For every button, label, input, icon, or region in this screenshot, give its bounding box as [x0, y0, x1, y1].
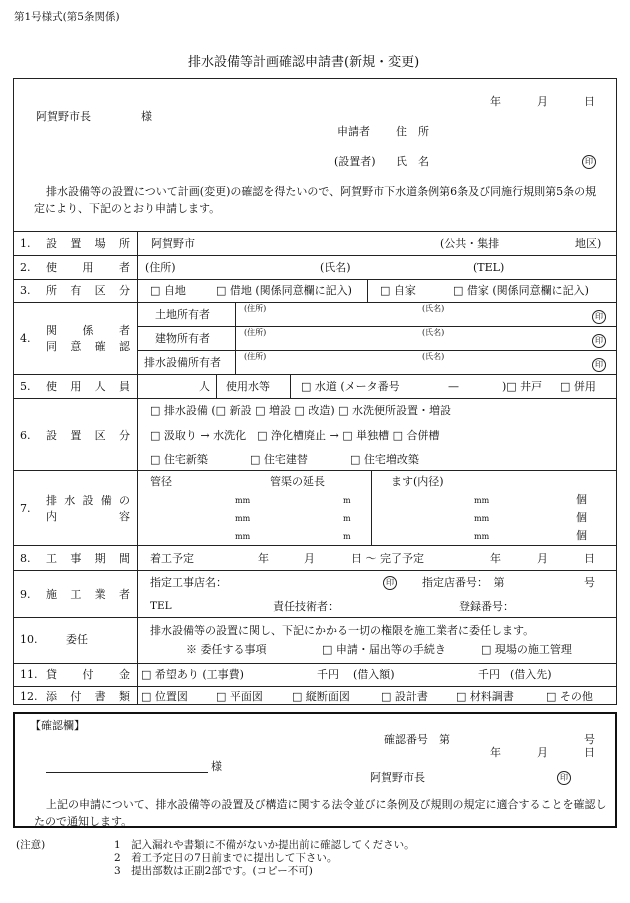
- drain-owner-label: 排水設備所有者: [144, 356, 221, 369]
- end-month: 月: [537, 552, 548, 565]
- installer-label: (設置者): [334, 155, 376, 168]
- notes-label: (注意): [16, 839, 46, 851]
- attach-other[interactable]: □ その他: [546, 690, 593, 703]
- row4-label-1: 関係者: [46, 324, 130, 337]
- row3-number: 3.: [20, 284, 31, 297]
- install-new-house[interactable]: □ 住宅新築: [150, 453, 208, 466]
- date-year: 年: [490, 95, 501, 108]
- unit-m: m: [343, 514, 351, 523]
- start-month: 月: [304, 552, 315, 565]
- row6-number: 6.: [20, 429, 31, 442]
- row9-label: 施工業者: [46, 588, 130, 601]
- start-year: 年: [258, 552, 269, 565]
- attach-design-doc[interactable]: □ 設計書: [381, 690, 428, 703]
- note-1: 1 記入漏れや書類に不備がないか提出前に確認してください。: [114, 839, 415, 851]
- unit-mm: mm: [474, 532, 490, 541]
- row4-number: 4.: [20, 332, 31, 345]
- recipient-sama: 様: [211, 760, 222, 773]
- loan-amount-label: (借入額): [353, 668, 395, 681]
- unit-mm: mm: [474, 514, 490, 523]
- contractor-seal: 印: [383, 576, 397, 590]
- well-option[interactable]: )□ 井戸: [502, 380, 543, 393]
- user-tel[interactable]: (TEL): [473, 261, 505, 274]
- ownership-own-house[interactable]: □ 自家: [380, 284, 416, 297]
- row7-number: 7.: [20, 502, 31, 515]
- install-rebuild-house[interactable]: □ 住宅建替: [250, 453, 308, 466]
- row11-label: 貸付金: [46, 668, 130, 681]
- install-type-line1[interactable]: □ 排水設備 (□ 新設 □ 増設 □ 改造) □ 水洗便所設置・増設: [150, 404, 452, 417]
- loan-desired-option[interactable]: □ 希望あり (工事費): [141, 668, 244, 681]
- unit-mm: mm: [235, 514, 251, 523]
- delegate-site-management[interactable]: □ 現場の施工管理: [481, 643, 572, 656]
- row7-label-1: 排水設備の: [46, 494, 130, 507]
- designated-number-go: 号: [584, 576, 595, 589]
- application-body: 排水設備等の設置について計画(変更)の確認を得たいので、阿賀野市下水道条例第6条及び同施行規則第5条の規定により、下記のとおり申請します。: [34, 185, 597, 215]
- confirmation-number-label: 確認番号 第: [384, 733, 450, 746]
- confirm-month: 月: [537, 746, 548, 759]
- site-location-value: 阿賀野市: [151, 237, 195, 250]
- unit-mm: mm: [235, 532, 251, 541]
- confirmation-body: 上記の申請について、排水設備等の設置及び構造に関する法令並びに条例及び規則の規定に適合することを確認したので通知します。: [34, 798, 607, 828]
- install-extend-house[interactable]: □ 住宅増改築: [350, 453, 419, 466]
- delegation-text: 排水設備等の設置に関し、下記にかかる一切の権限を施工業者に委任します。: [150, 624, 535, 637]
- row5-number: 5.: [20, 380, 31, 393]
- unit-mm: mm: [474, 496, 490, 505]
- drain-owner-address[interactable]: (住所): [244, 352, 267, 361]
- start-day-and-end-label: 日 〜 完了予定: [351, 552, 424, 565]
- ownership-own-land[interactable]: □ 自地: [150, 284, 186, 297]
- lender-label: (借入先): [510, 668, 552, 681]
- confirm-mayor: 阿賀野市長: [370, 771, 425, 784]
- water-supply-option[interactable]: □ 水道 (メータ番号: [301, 380, 400, 393]
- row4-label-2: 同意確認: [46, 340, 130, 353]
- confirm-day: 日: [584, 746, 595, 759]
- end-day: 日: [584, 552, 595, 565]
- row8-number: 8.: [20, 552, 31, 565]
- name-label: 氏 名: [396, 155, 429, 168]
- row10-number: 10.: [20, 633, 38, 646]
- site-type: (公共・集排: [440, 237, 500, 250]
- loan-unit-1: 千円: [317, 668, 339, 681]
- loan-unit-2: 千円: [478, 668, 500, 681]
- recipient-line: [46, 772, 208, 773]
- row3-label: 所有区分: [46, 284, 130, 297]
- confirm-year: 年: [490, 746, 501, 759]
- addressee: 阿賀野市長: [36, 110, 91, 123]
- drain-owner-seal: 印: [592, 358, 606, 372]
- attach-location-map[interactable]: □ 位置図: [141, 690, 188, 703]
- end-year: 年: [490, 552, 501, 565]
- row2-number: 2.: [20, 261, 31, 274]
- building-owner-address[interactable]: (住所): [244, 328, 267, 337]
- building-owner-seal: 印: [592, 334, 606, 348]
- row11-number: 11.: [20, 668, 38, 681]
- basin-header: ます(内径): [391, 475, 444, 488]
- attach-profile[interactable]: □ 縦断面図: [292, 690, 350, 703]
- row10-label: 委任: [66, 633, 88, 646]
- row12-number: 12.: [20, 690, 38, 703]
- install-type-line2[interactable]: □ 汲取り → 水洗化 □ 浄化槽廃止 → □ 単独槽 □ 合併槽: [150, 429, 440, 442]
- address-label: 住 所: [396, 125, 429, 138]
- note-3: 3 提出部数は正副2部です。(コピー不可): [114, 865, 313, 877]
- row6-label: 設置区分: [46, 429, 130, 442]
- pipe-diameter-header: 管径: [150, 475, 172, 488]
- addressee-sama: 様: [141, 110, 152, 123]
- confirmation-number-go: 号: [584, 733, 595, 746]
- land-owner-address[interactable]: (住所): [244, 304, 267, 313]
- land-owner-label: 土地所有者: [155, 308, 210, 321]
- designated-number-label: 指定店番号： 第: [422, 576, 505, 589]
- row5-label: 使用人員: [46, 380, 130, 393]
- delegate-procedures[interactable]: □ 申請・届出等の手続き: [322, 643, 446, 656]
- confirm-seal: 印: [557, 771, 571, 785]
- ownership-leased-land[interactable]: □ 借地 (関係同意欄に記入): [216, 284, 352, 297]
- attach-floor-plan[interactable]: □ 平面図: [216, 690, 263, 703]
- row2-label: 使用者: [46, 261, 130, 274]
- ownership-rented-house[interactable]: □ 借家 (関係同意欄に記入): [453, 284, 589, 297]
- row9-number: 9.: [20, 588, 31, 601]
- date-month: 月: [537, 95, 548, 108]
- row7-label-2: 内容: [46, 510, 130, 523]
- page-title: 排水設備等計画確認申請書(新規・変更): [188, 55, 420, 70]
- drain-owner-name[interactable]: (氏名): [422, 352, 445, 361]
- row1-number: 1.: [20, 237, 31, 250]
- date-day: 日: [584, 95, 595, 108]
- unit-pieces: 個: [576, 493, 587, 506]
- land-owner-seal: 印: [592, 310, 606, 324]
- note-2: 2 着工予定日の7日前までに提出して下さい。: [114, 852, 338, 864]
- delegation-items-label: ※ 委任する事項: [186, 643, 267, 656]
- persons-unit: 人: [199, 380, 210, 393]
- row1-label: 設置場所: [46, 237, 130, 250]
- row8-label: 工事期間: [46, 552, 130, 565]
- row12-label: 添付書類: [46, 690, 130, 703]
- water-source-label: 使用水等: [226, 380, 270, 393]
- contractor-tel-label: TEL: [150, 600, 172, 612]
- contractor-shop-label: 指定工事店名：: [150, 576, 227, 589]
- unit-m: m: [343, 532, 351, 541]
- site-district: 地区): [575, 237, 602, 250]
- chief-engineer-label: 責任技術者：: [273, 600, 339, 613]
- form-number: 第1号様式(第5条関係): [14, 11, 120, 23]
- unit-mm: mm: [235, 496, 251, 505]
- start-planned-label: 着工予定: [150, 552, 194, 565]
- land-owner-name[interactable]: (氏名): [422, 304, 445, 313]
- attach-material-doc[interactable]: □ 材料調書: [456, 690, 514, 703]
- building-owner-label: 建物所有者: [155, 332, 210, 345]
- user-name[interactable]: (氏名): [320, 261, 351, 274]
- confirmation-heading: 【確認欄】: [30, 719, 85, 732]
- seal-mark: 印: [582, 155, 596, 169]
- unit-pieces: 個: [576, 529, 587, 542]
- registration-number-label: 登録番号：: [459, 600, 514, 613]
- meter-dash: —: [448, 380, 459, 393]
- combined-option[interactable]: □ 併用: [560, 380, 596, 393]
- unit-m: m: [343, 496, 351, 505]
- user-address[interactable]: (住所): [145, 261, 176, 274]
- pipe-length-header: 管渠の延長: [270, 475, 325, 488]
- applicant-label: 申請者: [337, 125, 370, 138]
- unit-pieces: 個: [576, 511, 587, 524]
- building-owner-name[interactable]: (氏名): [422, 328, 445, 337]
